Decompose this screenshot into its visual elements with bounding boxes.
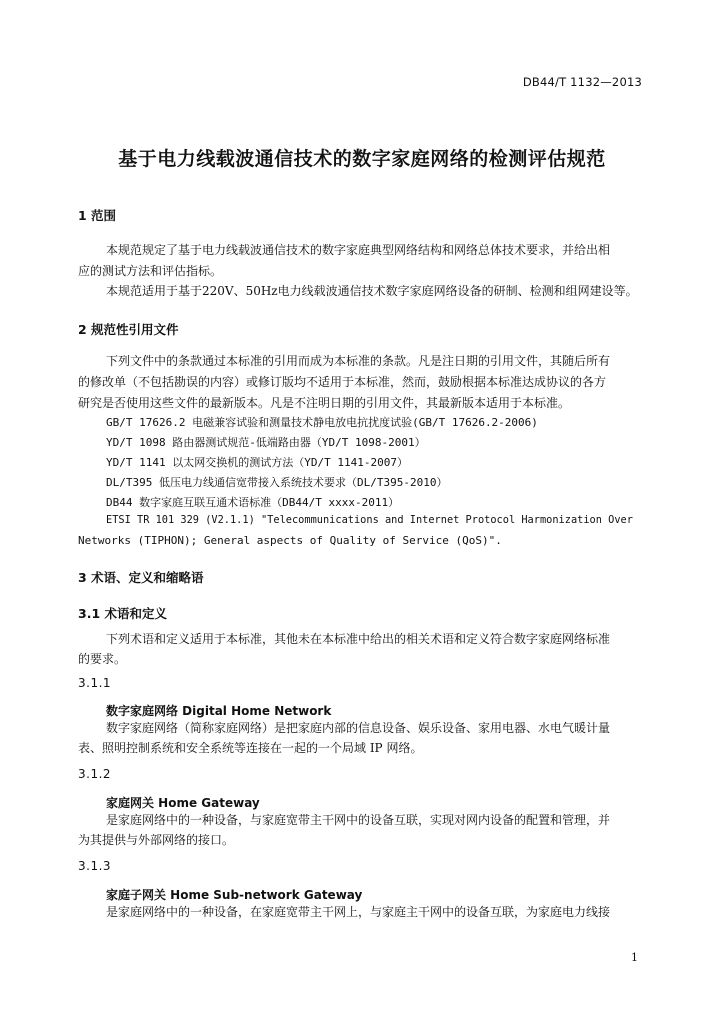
reference-item: YD/T 1098 路由器测试规范-低端路由器（YD/T 1098-2001） bbox=[106, 436, 426, 449]
reference-item-continuation: Networks (TIPHON); General aspects of Quality of Service (QoS)". bbox=[78, 534, 502, 547]
document-code-header: DB44/T 1132—2013 bbox=[522, 75, 642, 89]
page-number: 1 bbox=[631, 951, 638, 964]
section-3-1-heading: 3.1 术语和定义 bbox=[78, 606, 167, 621]
definitions-intro-line: 的要求。 bbox=[78, 652, 127, 666]
term-definition-line: 是家庭网络中的一种设备，在家庭宽带主干网上，与家庭主干网中的设备互联，为家庭电力线接 bbox=[106, 905, 611, 919]
section-1-heading: 1 范围 bbox=[78, 208, 117, 223]
term-definition-line: 为其提供与外部网络的接口。 bbox=[78, 833, 235, 847]
reference-item: YD/T 1141 以太网交换机的测试方法（YD/T 1141-2007） bbox=[106, 456, 408, 469]
references-intro-line: 下列文件中的条款通过本标准的引用而成为本标准的条款。凡是注日期的引用文件，其随后所有 bbox=[106, 354, 611, 368]
definitions-intro-line: 下列术语和定义适用于本标准，其他未在本标准中给出的相关术语和定义符合数字家庭网络标准 bbox=[106, 632, 611, 646]
term-number: 3.1.2 bbox=[78, 767, 112, 781]
term-number: 3.1.3 bbox=[78, 859, 112, 873]
references-intro-line: 研究是否使用这些文件的最新版本。凡是不注明日期的引用文件，其最新版本适用于本标准。 bbox=[78, 396, 571, 410]
scope-paragraph-line: 本规范适用于基于220V、50Hz电力线载波通信技术数字家庭网络设备的研制、检测和组网建设等。 bbox=[106, 284, 638, 298]
term-title: 家庭子网关 Home Sub-network Gateway bbox=[106, 888, 363, 902]
term-title: 数字家庭网络 Digital Home Network bbox=[106, 704, 332, 718]
scope-paragraph-line: 本规范规定了基于电力线载波通信技术的数字家庭典型网络结构和网络总体技术要求，并给出相 bbox=[106, 243, 611, 257]
term-definition-line: 表、照明控制系统和安全系统等连接在一起的一个局域 IP 网络。 bbox=[78, 741, 423, 755]
scope-paragraph-line: 应的测试方法和评估指标。 bbox=[78, 264, 223, 278]
reference-item: ETSI TR 101 329 (V2.1.1) "Telecommunications and Internet Protocol Harmonization Over bbox=[106, 514, 633, 526]
term-number: 3.1.1 bbox=[78, 676, 112, 690]
term-definition-line: 是家庭网络中的一种设备，与家庭宽带主干网中的设备互联，实现对网内设备的配置和管理，并 bbox=[106, 813, 611, 827]
section-2-heading: 2 规范性引用文件 bbox=[78, 322, 179, 337]
reference-item: DL/T395 低压电力线通信宽带接入系统技术要求（DL/T395-2010） bbox=[106, 476, 448, 489]
references-intro-line: 的修改单（不包括勘误的内容）或修订版均不适用于本标准，然而，鼓励根据本标准达成协议的各方 bbox=[78, 375, 607, 389]
reference-item: DB44 数字家庭互联互通术语标准（DB44/T xxxx-2011） bbox=[106, 496, 400, 509]
page-title: 基于电力线载波通信技术的数字家庭网络的检测评估规范 bbox=[118, 148, 606, 170]
section-3-heading: 3 术语、定义和缩略语 bbox=[78, 570, 204, 585]
term-title: 家庭网关 Home Gateway bbox=[106, 796, 260, 810]
term-definition-line: 数字家庭网络（简称家庭网络）是把家庭内部的信息设备、娱乐设备、家用电器、水电气暖计量 bbox=[106, 721, 611, 735]
reference-item: GB/T 17626.2 电磁兼容试验和测量技术静电放电抗扰度试验(GB/T 17626.2-2006) bbox=[106, 416, 538, 429]
